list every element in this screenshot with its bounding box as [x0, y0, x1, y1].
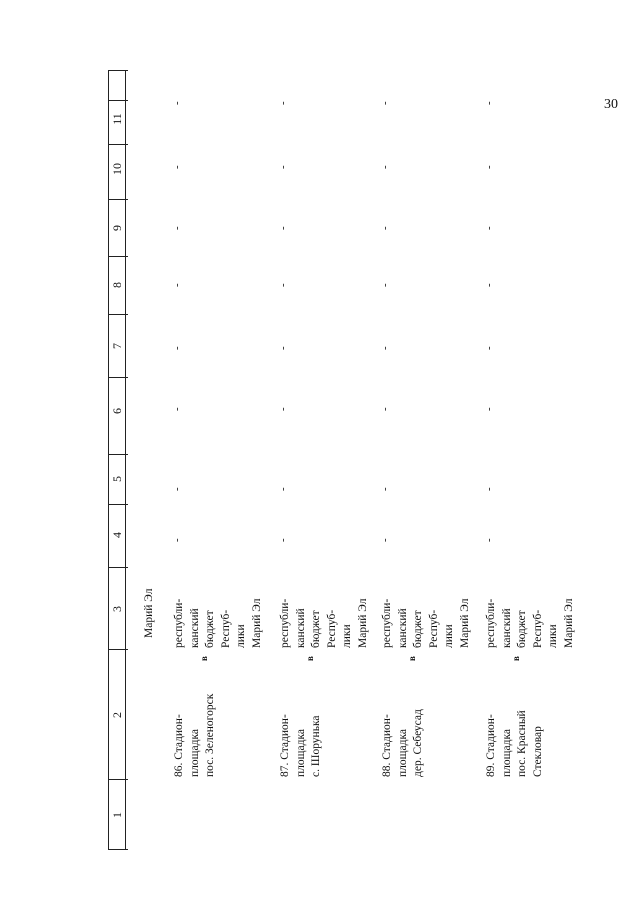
col-sep	[108, 144, 128, 145]
row-88-cell-5: -	[379, 487, 391, 491]
col-header-10: 10	[110, 163, 124, 175]
header-top-rule	[108, 70, 109, 850]
col-sep	[108, 504, 128, 505]
row-87-cell-4: -	[277, 538, 289, 542]
col-sep	[108, 454, 128, 455]
row-88-cell-8: -	[379, 283, 391, 287]
row-87-cell-11: -	[277, 101, 289, 105]
col-header-4: 4	[110, 532, 124, 538]
row-89-cell-4: -	[483, 538, 495, 542]
col-sep	[108, 849, 128, 850]
row-86-cell-6: -	[171, 407, 183, 411]
col-sep	[108, 70, 128, 71]
col-header-11: 11	[110, 113, 124, 125]
row-86-cell-5: -	[171, 487, 183, 491]
col-sep	[108, 567, 128, 568]
row-89-marker: в	[511, 656, 521, 661]
row-88-funding: республи- канский бюджет Респуб- лики Марий Эл	[381, 598, 471, 648]
row-88-object: 88. Стадион- площадка дер. Себеусад	[381, 709, 425, 777]
col-header-2: 2	[110, 712, 124, 718]
col-header-8: 8	[110, 282, 124, 288]
col-header-7: 7	[110, 343, 124, 349]
row-89-cell-10: -	[483, 165, 495, 169]
row-87-cell-8: -	[277, 283, 289, 287]
row-88-cell-9: -	[379, 226, 391, 230]
row-86-funding: республи- канский бюджет Респуб- лики Марий Эл	[173, 598, 263, 648]
col-sep	[108, 256, 128, 257]
row-89-object: 89. Стадион- площадка пос. Красный Стекловар	[485, 710, 544, 777]
col-sep	[108, 314, 128, 315]
col-sep	[108, 649, 128, 650]
row-87-cell-6: -	[277, 407, 289, 411]
row-86-cell-9: -	[171, 226, 183, 230]
col-sep	[108, 779, 128, 780]
row-86-cell-7: -	[171, 346, 183, 350]
row-87-cell-7: -	[277, 346, 289, 350]
header-bottom-rule	[125, 70, 126, 850]
row-88-cell-10: -	[379, 165, 391, 169]
row-86-object: 86. Стадион- площадка пос. Зеленогорск	[173, 693, 217, 777]
page-number: 30	[604, 97, 618, 112]
row-87-cell-9: -	[277, 226, 289, 230]
col-header-6: 6	[110, 408, 124, 414]
row-87-marker: в	[305, 656, 315, 661]
row-86-cell-11: -	[171, 101, 183, 105]
col-sep	[108, 199, 128, 200]
row-86-cell-10: -	[171, 165, 183, 169]
row-89-cell-8: -	[483, 283, 495, 287]
row-89-cell-5: -	[483, 487, 495, 491]
col-header-5: 5	[110, 476, 124, 482]
prev-row-funding: Марий Эл	[143, 588, 155, 638]
col-sep	[108, 100, 128, 101]
row-87-cell-10: -	[277, 165, 289, 169]
row-88-cell-4: -	[379, 538, 391, 542]
row-86-marker: в	[199, 656, 209, 661]
row-88-cell-7: -	[379, 346, 391, 350]
col-header-3: 3	[110, 606, 124, 612]
row-88-cell-6: -	[379, 407, 391, 411]
row-87-funding: республи- канский бюджет Респуб- лики Марий Эл	[279, 598, 369, 648]
row-86-cell-8: -	[171, 283, 183, 287]
col-header-1: 1	[110, 812, 124, 818]
row-89-funding: республи- канский бюджет Респуб- лики Марий Эл	[485, 598, 575, 648]
row-88-marker: в	[407, 656, 417, 661]
row-89-cell-9: -	[483, 226, 495, 230]
col-header-9: 9	[110, 225, 124, 231]
row-86-cell-4: -	[171, 538, 183, 542]
col-sep	[108, 377, 128, 378]
row-89-cell-11: -	[483, 101, 495, 105]
row-87-object: 87. Стадион- площадка с. Шорунька	[279, 714, 323, 777]
row-89-cell-6: -	[483, 407, 495, 411]
row-87-cell-5: -	[277, 487, 289, 491]
row-89-cell-7: -	[483, 346, 495, 350]
row-88-cell-11: -	[379, 101, 391, 105]
